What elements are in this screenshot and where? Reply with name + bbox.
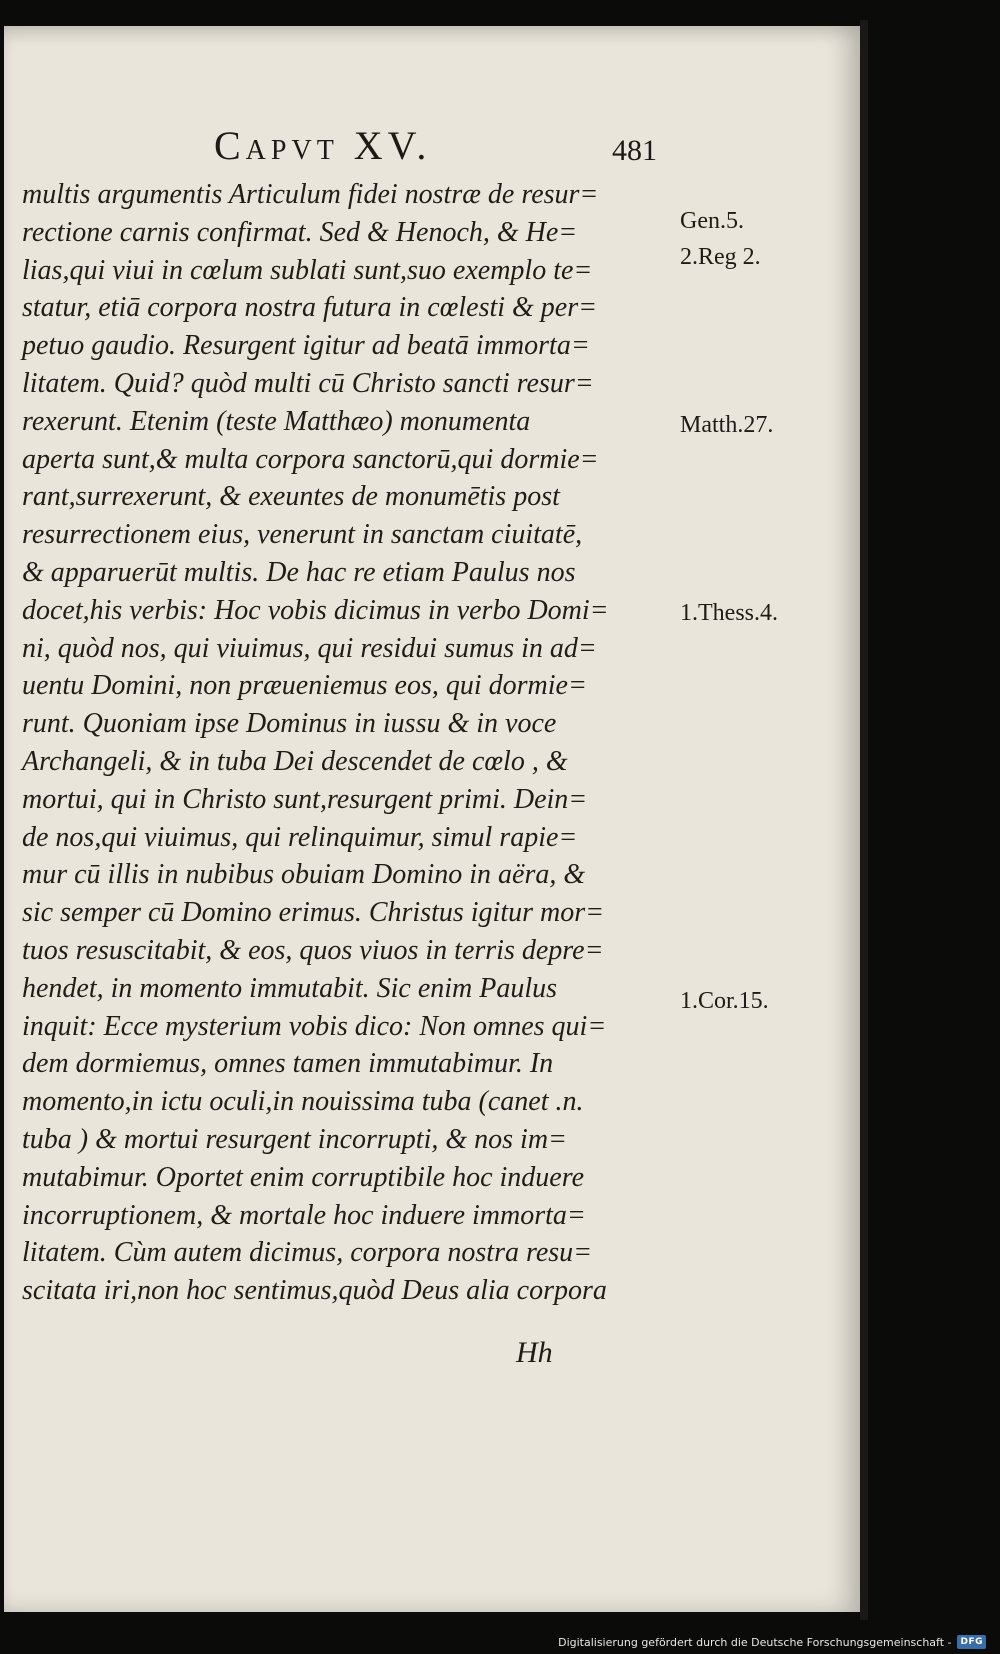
signature-mark: Hh bbox=[516, 1336, 553, 1369]
text-line: inquit: Ecce mysterium vobis dico: Non omnes qui= bbox=[22, 1010, 607, 1042]
text-line: docet,his verbis: Hoc vobis dicimus in verbo Domi= bbox=[22, 594, 609, 626]
text-line: dem dormiemus, omnes tamen immutabimur. In bbox=[22, 1048, 554, 1080]
text-line: tuos resuscitabit, & eos, quos viuos in terris depre= bbox=[22, 934, 604, 966]
text-line: Archangeli, & in tuba Dei descendet de cœlo , & bbox=[22, 745, 568, 777]
page-number: 481 bbox=[612, 134, 657, 167]
text-line: tuba ) & mortui resurgent incorrupti, & nos im= bbox=[22, 1123, 567, 1155]
text-line: mutabimur. Oportet enim corruptibile hoc induere bbox=[22, 1161, 585, 1193]
digitization-credit bbox=[558, 1634, 986, 1650]
margin-note-gen: Gen.5. bbox=[680, 208, 744, 234]
text-line: incorruptionem, & mortale hoc induere immorta= bbox=[22, 1199, 586, 1231]
text-line: scitata iri,non hoc sentimus,quòd Deus alia corpora bbox=[22, 1275, 607, 1307]
margin-note-reg: 2.Reg 2. bbox=[680, 244, 761, 270]
margin-note-matth: Matth.27. bbox=[680, 412, 774, 438]
text-line: de nos,qui viuimus, qui relinquimur, simul rapie= bbox=[22, 821, 578, 853]
text-line: rant,surrexerunt, & exeuntes de monumētis post bbox=[22, 481, 560, 513]
running-title: Capvt XV. bbox=[214, 123, 432, 168]
text-line: momento,in ictu oculi,in nouissima tuba (canet .n. bbox=[22, 1086, 584, 1118]
body-text bbox=[22, 176, 672, 1310]
text-line: rectione carnis confirmat. Sed & Henoch, & He= bbox=[22, 216, 578, 248]
text-line: runt. Quoniam ipse Dominus in iussu & in voce bbox=[22, 708, 557, 740]
text-line: aperta sunt,& multa corpora sanctorū,qui dormie= bbox=[22, 443, 599, 475]
text-line: hendet, in momento immutabit. Sic enim Paulus bbox=[22, 972, 558, 1004]
text-line: statur, etiā corpora nostra futura in cœlesti & per= bbox=[22, 292, 598, 324]
page-edge bbox=[860, 20, 868, 1620]
text-line: multis argumentis Articulum fidei nostræ de resur= bbox=[22, 179, 599, 210]
text-line: uentu Domini, non præueniemus eos, qui dormie= bbox=[22, 670, 587, 702]
text-line: & apparuerūt multis. De hac re etiam Paulus nos bbox=[22, 556, 576, 588]
text-line: resurrectionem eius, venerunt in sanctam ciuitatē, bbox=[22, 519, 583, 551]
text-line: litatem. Quid? quòd multi cū Christo sancti resur= bbox=[22, 367, 594, 399]
margin-note-thess: 1.Thess.4. bbox=[680, 600, 778, 626]
text-line: petuo gaudio. Resurgent igitur ad beatā immorta= bbox=[22, 330, 590, 362]
text-line: ni, quòd nos, qui viuimus, qui residui sumus in ad= bbox=[22, 632, 597, 664]
text-line: litatem. Cùm autem dicimus, corpora nostra resu= bbox=[22, 1237, 593, 1269]
text-line: mur cū illis in nubibus obuiam Domino in aëra, & bbox=[22, 859, 586, 891]
text-line: mortui, qui in Christo sunt,resurgent primi. Dein= bbox=[22, 783, 588, 815]
text-line: lias,qui viui in cœlum sublati sunt,suo exemplo te= bbox=[22, 254, 593, 286]
book-page bbox=[4, 26, 860, 1612]
margin-note-cor: 1.Cor.15. bbox=[680, 988, 769, 1014]
dfg-logo: DFG bbox=[957, 1635, 986, 1649]
text-line: rexerunt. Etenim (teste Matthæo) monumenta bbox=[22, 405, 531, 437]
credit-text: Digitalisierung gefördert durch die Deutsche Forschungsgemeinschaft - bbox=[558, 1635, 952, 1649]
text-line: sic semper cū Domino erimus. Christus igitur mor= bbox=[22, 897, 605, 929]
